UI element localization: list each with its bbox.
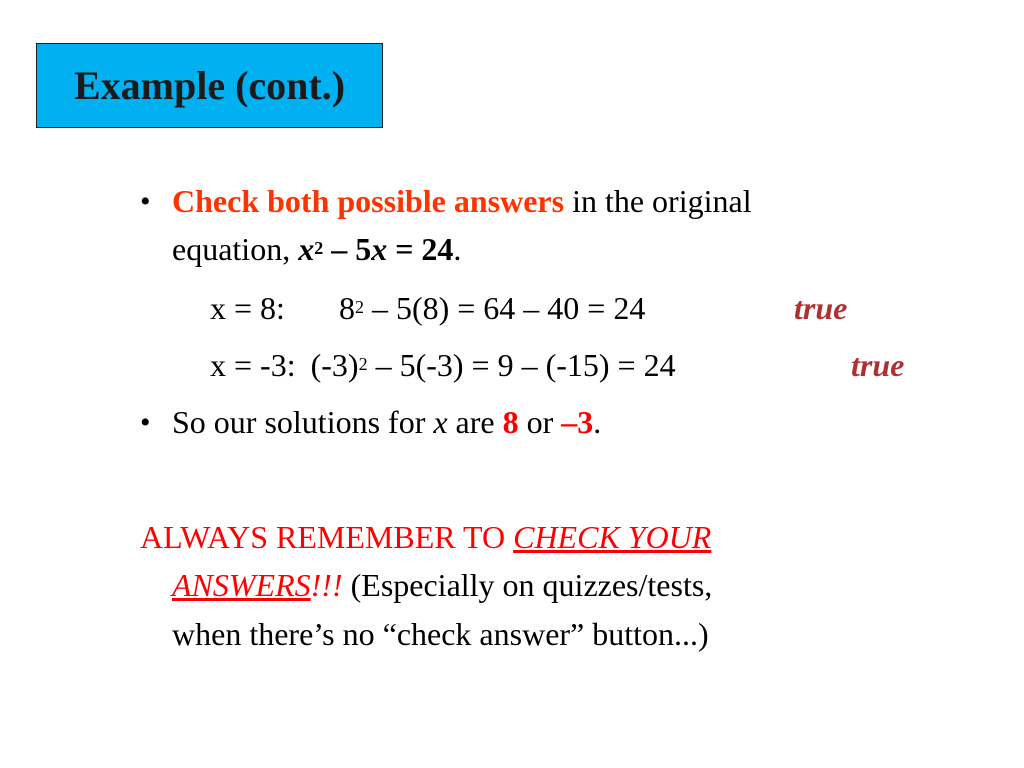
check-line-x8 [210,292,645,324]
equation-part2: = 24 [387,231,454,267]
slide-title-box [36,43,383,128]
check1-label: x = 8: [210,290,285,326]
reminder-line3 [172,618,709,650]
bullet-marker: • [140,185,151,218]
check1-base: 8 [338,290,355,326]
check2-label: x = -3: [210,347,296,383]
equation-exponent: 2 [314,238,324,258]
bullet1-line1 [172,185,752,217]
equation-period: . [453,231,462,267]
bullet2-prefix: So our solutions for [172,404,434,440]
bullet2-or: or [518,404,562,440]
reminder-emphasis1: CHECK YOUR [513,519,712,555]
equation-part1: – 5 [323,231,372,267]
bullet2-var: x [433,404,448,440]
reminder-note1: (Especially on quizzes/tests, [342,567,713,603]
reminder-note2: when there’s no “check answer” button...) [172,616,709,652]
reminder-bangs: !!! [310,567,343,603]
reminder-line2 [172,569,712,601]
reminder-lead: ALWAYS REMEMBER TO [140,519,514,555]
bullet1-highlight: Check both possible answers [172,183,565,219]
solution-neg3: –3 [561,404,594,440]
bullet1-line2-prefix: equation, [172,231,299,267]
slide-title: Example (cont.) [73,62,346,108]
reminder-emphasis2: ANSWERS [172,567,311,603]
reminder-line1 [140,521,711,553]
check1-rest: – 5(8) = 64 – 40 = 24 [363,290,646,326]
bullet2-mid: are [447,404,503,440]
check2-rest: – 5(-3) = 9 – (-15) = 24 [367,347,676,383]
check-line-xneg3 [210,349,676,381]
check2-base: (-3) [310,347,359,383]
bullet2-line [172,406,601,438]
check2-exponent: 2 [358,354,368,374]
bullet1-rest: in the original [564,183,752,219]
equation-var2: x [371,231,388,267]
bullet1-line2 [172,233,461,265]
check1-exponent: 2 [354,297,364,317]
check2-result: true [851,347,905,383]
bullet2-suffix: . [593,404,602,440]
equation-var: x [298,231,315,267]
bullet-marker: • [140,406,151,439]
solution-8: 8 [502,404,519,440]
check1-result: true [794,290,848,326]
